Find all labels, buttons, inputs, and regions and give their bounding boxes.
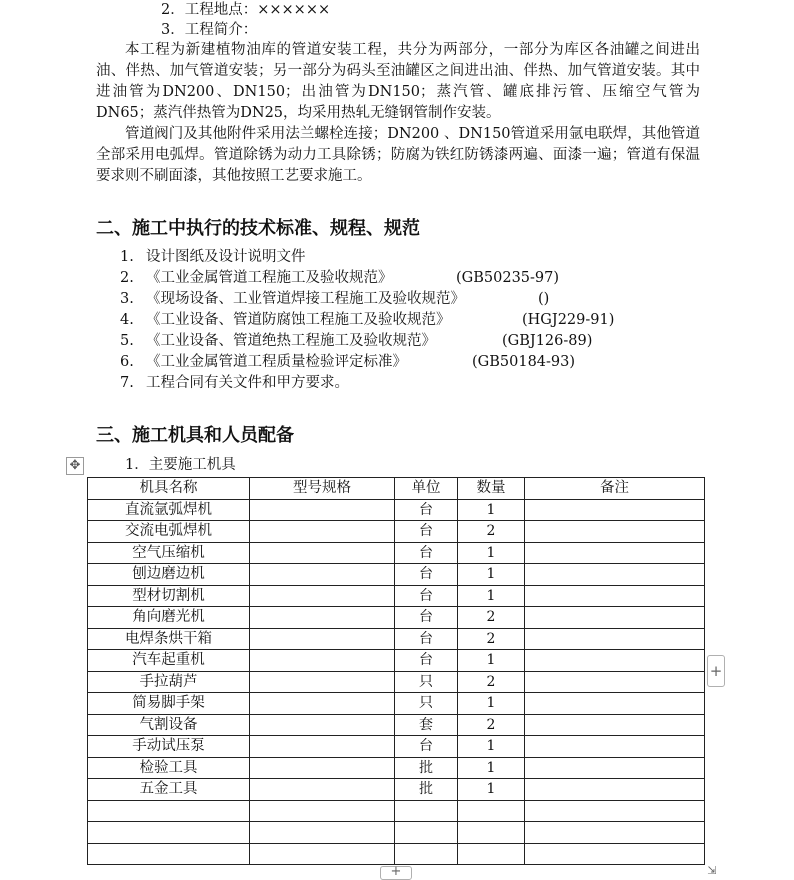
standard-item-text: 《工业设备、管道防腐蚀工程施工及验收规范》 <box>146 312 451 328</box>
cell-remark[interactable] <box>525 521 705 543</box>
table-row <box>88 499 705 521</box>
cell-qty[interactable]: 1 <box>458 650 525 672</box>
cell-qty[interactable]: 2 <box>458 714 525 736</box>
standard-item <box>120 373 465 394</box>
table-row <box>88 542 705 564</box>
cell-remark[interactable] <box>525 822 705 844</box>
location-line: 2．工程地点：×××××× <box>161 2 331 18</box>
standard-item-code: (HGJ229-91) <box>522 312 615 328</box>
cell-qty[interactable] <box>458 800 525 822</box>
header-remark: 备注 <box>525 478 705 500</box>
standard-item-number: 4. <box>120 312 134 328</box>
cell-unit[interactable]: 台 <box>395 585 458 607</box>
table-row <box>88 607 705 629</box>
table-row <box>88 650 705 672</box>
cell-unit[interactable]: 套 <box>395 714 458 736</box>
standard-item <box>120 310 615 331</box>
section-3-title: 三、施工机具和人员配备 <box>96 425 294 446</box>
cell-remark[interactable] <box>525 628 705 650</box>
standard-item-text: 设计图纸及设计说明文件 <box>146 249 306 265</box>
table-move-icon[interactable]: ✥ <box>66 457 84 475</box>
cell-unit[interactable]: 台 <box>395 564 458 586</box>
table-row <box>88 736 705 758</box>
cell-spec[interactable] <box>250 521 395 543</box>
cell-remark[interactable] <box>525 607 705 629</box>
header-unit: 单位 <box>395 478 458 500</box>
cell-remark[interactable] <box>525 736 705 758</box>
standard-item-code: (GB50184-93) <box>472 354 576 370</box>
cell-unit[interactable]: 台 <box>395 736 458 758</box>
cell-name[interactable]: 型材切割机 <box>88 585 250 607</box>
header-qty: 数量 <box>458 478 525 500</box>
cell-name[interactable] <box>88 822 250 844</box>
cell-name[interactable]: 五金工具 <box>88 779 250 801</box>
cell-remark[interactable] <box>525 714 705 736</box>
cell-unit[interactable] <box>395 800 458 822</box>
standard-item <box>120 352 576 373</box>
standard-item-number: 3. <box>120 291 134 307</box>
cell-unit[interactable]: 只 <box>395 693 458 715</box>
standard-item-number: 5. <box>120 333 134 349</box>
cell-qty[interactable]: 1 <box>458 542 525 564</box>
cell-spec[interactable] <box>250 714 395 736</box>
cell-name[interactable] <box>88 800 250 822</box>
cell-unit[interactable] <box>395 822 458 844</box>
cell-qty[interactable]: 1 <box>458 779 525 801</box>
cell-spec[interactable] <box>250 585 395 607</box>
cell-spec[interactable] <box>250 757 395 779</box>
cell-name[interactable]: 简易脚手架 <box>88 693 250 715</box>
cell-remark[interactable] <box>525 779 705 801</box>
header-spec: 型号规格 <box>250 478 395 500</box>
table-header-row <box>88 478 705 500</box>
cell-qty[interactable]: 1 <box>458 585 525 607</box>
cell-spec[interactable] <box>250 607 395 629</box>
cell-unit[interactable]: 台 <box>395 521 458 543</box>
table-row <box>88 800 705 822</box>
cell-name[interactable]: 空气压缩机 <box>88 542 250 564</box>
intro-paragraph-2: 管道阀门及其他附件采用法兰螺栓连接；DN200 、DN150管道采用氩电联焊，其他管道全部采用电弧焊。管道除锈为动力工具除锈；防腐为铁红防锈漆两遍、面漆一遍；管道有保温要求则不刷面漆，其他按照工艺要求施工。 <box>96 126 700 184</box>
table-row <box>88 564 705 586</box>
cell-spec[interactable] <box>250 499 395 521</box>
standard-item-code: () <box>538 291 550 307</box>
standard-item-code: (GB50235-97) <box>456 270 560 286</box>
cell-spec[interactable] <box>250 628 395 650</box>
table-row <box>88 628 705 650</box>
cell-qty[interactable]: 1 <box>458 499 525 521</box>
cell-unit[interactable]: 台 <box>395 542 458 564</box>
table-subtitle: 1．主要施工机具 <box>125 457 236 473</box>
cell-remark[interactable] <box>525 585 705 607</box>
cell-qty[interactable]: 1 <box>458 693 525 715</box>
cell-spec[interactable] <box>250 564 395 586</box>
cell-qty[interactable]: 1 <box>458 757 525 779</box>
cell-spec[interactable] <box>250 736 395 758</box>
table-row <box>88 671 705 693</box>
cell-unit[interactable]: 只 <box>395 671 458 693</box>
standards-list <box>120 247 615 394</box>
table-row <box>88 779 705 801</box>
cell-remark[interactable] <box>525 564 705 586</box>
add-row-plus-icon[interactable]: + <box>707 655 725 687</box>
cell-name[interactable] <box>88 843 250 865</box>
cell-spec[interactable] <box>250 843 395 865</box>
table-resize-icon[interactable]: ⇲ <box>707 864 717 877</box>
cell-name[interactable]: 检验工具 <box>88 757 250 779</box>
table-row <box>88 843 705 865</box>
table-row <box>88 714 705 736</box>
standard-item-code: (GBJ126-89) <box>502 333 593 349</box>
cell-name[interactable]: 气割设备 <box>88 714 250 736</box>
cell-remark[interactable] <box>525 499 705 521</box>
cell-spec[interactable] <box>250 693 395 715</box>
standard-item <box>120 289 550 310</box>
cell-name[interactable]: 汽车起重机 <box>88 650 250 672</box>
cell-remark[interactable] <box>525 693 705 715</box>
cell-name[interactable]: 电焊条烘干箱 <box>88 628 250 650</box>
cell-name[interactable]: 刨边磨边机 <box>88 564 250 586</box>
cell-unit[interactable]: 台 <box>395 607 458 629</box>
standard-item-text: 《现场设备、工业管道焊接工程施工及验收规范》 <box>146 291 465 307</box>
cell-spec[interactable] <box>250 650 395 672</box>
cell-spec[interactable] <box>250 671 395 693</box>
header-name: 机具名称 <box>88 478 250 500</box>
cell-name[interactable]: 手动试压泵 <box>88 736 250 758</box>
cell-spec[interactable] <box>250 800 395 822</box>
table-row <box>88 521 705 543</box>
cell-unit[interactable]: 台 <box>395 628 458 650</box>
cell-qty[interactable]: 2 <box>458 628 525 650</box>
cell-unit[interactable]: 批 <box>395 779 458 801</box>
section-2-title: 二、施工中执行的技术标准、规程、规范 <box>96 218 420 239</box>
cell-remark[interactable] <box>525 843 705 865</box>
cell-name[interactable]: 交流电弧焊机 <box>88 521 250 543</box>
cell-unit[interactable]: 批 <box>395 757 458 779</box>
intro-heading: 3．工程简介： <box>161 22 258 38</box>
cell-remark[interactable] <box>525 800 705 822</box>
standard-item-number: 2. <box>120 270 134 286</box>
cell-name[interactable]: 手拉葫芦 <box>88 671 250 693</box>
standard-item-text: 《工业金属管道工程质量检验评定标准》 <box>146 354 407 370</box>
table-row <box>88 822 705 844</box>
standard-item-number: 7. <box>120 375 134 391</box>
cell-unit[interactable] <box>395 843 458 865</box>
standard-item-text: 工程合同有关文件和甲方要求。 <box>146 375 349 391</box>
cell-qty[interactable]: 1 <box>458 736 525 758</box>
cell-unit[interactable]: 台 <box>395 499 458 521</box>
standard-item-number: 6. <box>120 354 134 370</box>
standard-item <box>120 331 593 352</box>
cell-spec[interactable] <box>250 542 395 564</box>
cell-qty[interactable]: 2 <box>458 671 525 693</box>
cell-qty[interactable] <box>458 843 525 865</box>
cell-remark[interactable] <box>525 650 705 672</box>
standard-item <box>120 268 560 289</box>
intro-paragraph-1: 本工程为新建植物油库的管道安装工程，共分为两部分，一部分为库区各油罐之间进出油、伴热、加气管道安装；另一部分为码头至油罐区之间进出油、伴热、加气管道安装。其中进油管为DN200、DN150；出油管为DN150；蒸汽管、罐底排污管、压缩空气管为DN65；蒸汽伴热管为DN25，均采用热轧无缝钢管制作安装。 <box>96 42 700 121</box>
cell-name[interactable]: 角向磨光机 <box>88 607 250 629</box>
table-row <box>88 585 705 607</box>
standard-item-text: 《工业金属管道工程施工及验收规范》 <box>146 270 393 286</box>
standard-item-text: 《工业设备、管道绝热工程施工及验收规范》 <box>146 333 436 349</box>
cell-qty[interactable]: 2 <box>458 521 525 543</box>
cell-qty[interactable] <box>458 822 525 844</box>
cell-remark[interactable] <box>525 757 705 779</box>
cell-spec[interactable] <box>250 779 395 801</box>
cell-unit[interactable]: 台 <box>395 650 458 672</box>
cell-remark[interactable] <box>525 671 705 693</box>
standard-item <box>120 247 465 268</box>
cell-qty[interactable]: 2 <box>458 607 525 629</box>
cell-name[interactable]: 直流氩弧焊机 <box>88 499 250 521</box>
standard-item-number: 1. <box>120 249 134 265</box>
table-row <box>88 693 705 715</box>
add-column-plus-icon[interactable]: + <box>380 866 412 880</box>
cell-remark[interactable] <box>525 542 705 564</box>
equipment-table <box>87 477 705 865</box>
cell-spec[interactable] <box>250 822 395 844</box>
table-row <box>88 757 705 779</box>
cell-qty[interactable]: 1 <box>458 564 525 586</box>
